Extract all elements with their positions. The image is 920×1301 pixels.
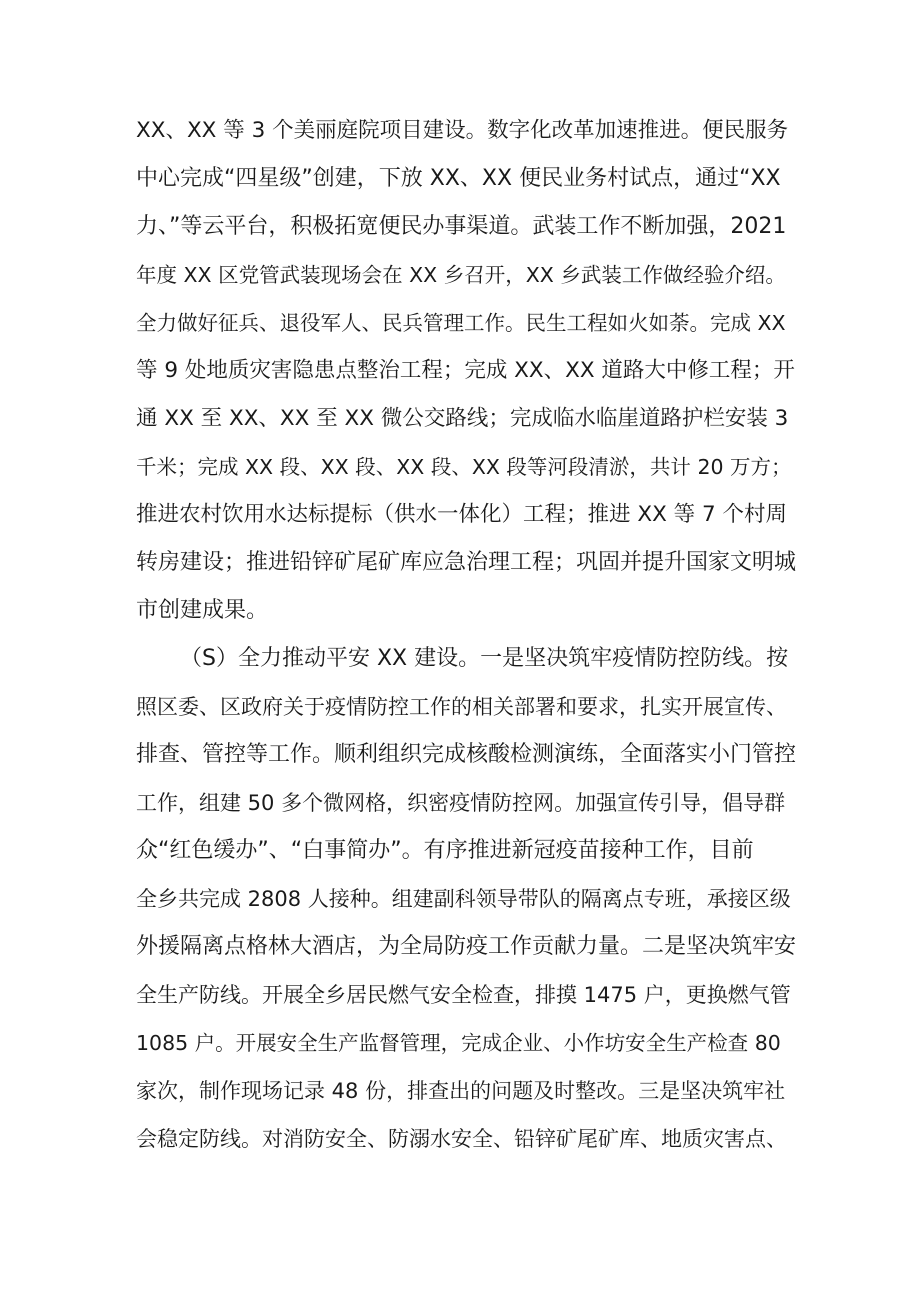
text-line: 1085 户。开展安全生产监督管理，完成企业、小作坊安全生产检查 80 — [136, 1031, 781, 1055]
text-line: 力、”等云平台，积极拓宽便民办事渠道。武装工作不断加强，2021 — [136, 214, 787, 239]
text-line: 推进农村饮用水达标提标（供水一体化）工程；推进 XX 等 7 个村周 — [136, 502, 787, 527]
text-line: 众“红色缓办”、“白事简办”。有序推进新冠疫苗接种工作，目前 — [136, 838, 754, 863]
text-line: 等 9 处地质灾害隐患点整治工程；完成 XX、XX 道路大中修工程；开 — [136, 358, 795, 383]
text-line: 照区委、区政府关于疫情防控工作的相关部署和要求，扎实开展宣传、 — [136, 695, 787, 719]
text-line: 全力做好征兵、退役军人、民兵管理工作。民生工程如火如荼。完成 XX — [136, 311, 786, 335]
paragraph-first-line: （S）全力推动平安 XX 建设。一是坚决筑牢疫情防控防线。按 — [180, 646, 789, 671]
text-line: 通 XX 至 XX、XX 至 XX 微公交路线；完成临水临崖道路护栏安装 3 — [136, 406, 789, 431]
text-line: 全乡共完成 2808 人接种。组建副科领导带队的隔离点专班，承接区级 — [136, 887, 791, 911]
text-line: XX、XX 等 3 个美丽庭院项目建设。数字化改革加速推进。便民服务 — [136, 118, 789, 143]
text-line: 工作，组建 50 多个微网格，织密疫情防控网。加强宣传引导，倡导群 — [136, 791, 786, 815]
text-line: 外援隔离点格林大酒店，为全局防疫工作贡献力量。二是坚决筑牢安 — [136, 934, 797, 959]
text-line: 年度 XX 区党管武装现场会在 XX 乡召开，XX 乡武装工作做经验介绍。 — [136, 263, 786, 287]
text-line: 全生产防线。开展全乡居民燃气安全检查，排摸 1475 户，更换燃气管 — [136, 983, 791, 1007]
text-line: 会稳定防线。对消防安全、防溺水安全、铅锌矿尾矿库、地质灾害点、 — [136, 1127, 787, 1151]
text-line: 转房建设；推进铅锌矿尾矿库应急治理工程；巩固并提升国家文明城 — [136, 550, 797, 575]
text-line: 中心完成“四星级”创建，下放 XX、XX 便民业务村试点，通过“XX — [136, 166, 781, 191]
text-line: 千米；完成 XX 段、XX 段、XX 段、XX 段等河段清淤，共计 20 万方； — [136, 455, 792, 479]
text-line: 家次，制作现场记录 48 份，排查出的问题及时整改。三是坚决筑牢社 — [136, 1079, 786, 1103]
text-line: 排查、管控等工作。顺利组织完成核酸检测演练，全面落实小门管控 — [136, 742, 797, 767]
text-line: 市创建成果。 — [136, 598, 269, 623]
